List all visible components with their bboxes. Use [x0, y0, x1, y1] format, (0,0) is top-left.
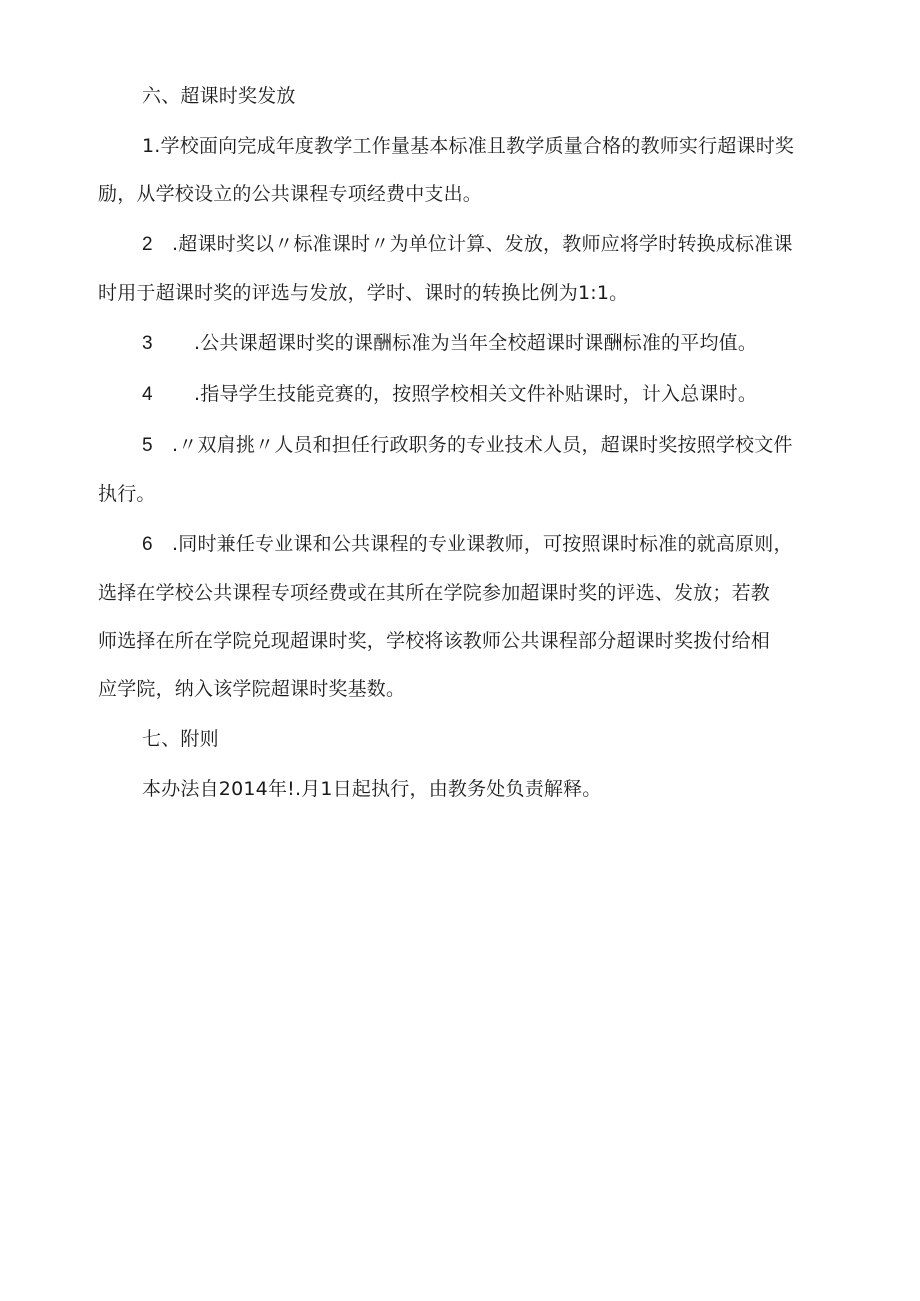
- paragraph-1: [98, 132, 830, 208]
- document-body: [98, 82, 830, 803]
- section-heading-6-text: 六、超课时奖发放: [142, 85, 296, 107]
- paragraph-5-line-1: [98, 431, 830, 460]
- paragraph-2-line-1: [98, 230, 830, 259]
- paragraph-7: [98, 775, 830, 803]
- paragraph-3-number: 3: [142, 333, 153, 354]
- paragraph-6-line-4: 应学院，纳入该学院超课时奖基数。: [98, 678, 406, 700]
- paragraph-5-number: 5: [142, 435, 153, 456]
- paragraph-4-line: [98, 380, 830, 409]
- paragraph-6-line-1-text: .同时兼任专业课和公共课程的专业课教师，可按照课时标准的就高原则，: [172, 533, 793, 555]
- paragraph-3-line: [98, 329, 830, 358]
- paragraph-1-line-2: 励，从学校设立的公共课程专项经费中支出。: [98, 183, 483, 205]
- paragraph-5-line-2: 执行。: [98, 483, 156, 505]
- paragraph-3: [98, 329, 830, 358]
- paragraph-6-line-3: 师选择在所在学院兑现超课时奖，学校将该教师公共课程部分超课时奖拨付给相: [98, 630, 771, 652]
- paragraph-6-line-2: 选择在学校公共课程专项经费或在其所在学院参加超课时奖的评选、发放；若教: [98, 582, 771, 604]
- paragraph-1-line-1: 1.学校面向完成年度教学工作量基本标准且教学质量合格的教师实行超课时奖: [142, 135, 795, 157]
- paragraph-2: [98, 230, 830, 307]
- paragraph-2-line-1-text: .超课时奖以〃标准课时〃为单位计算、发放，教师应将学时转换成标准课: [172, 233, 793, 255]
- paragraph-4-text: .指导学生技能竞赛的，按照学校相关文件补贴课时，计入总课时。: [194, 383, 758, 405]
- paragraph-2-line-2: 时用于超课时奖的评选与发放，学时、课时的转换比例为1:1。: [98, 282, 629, 304]
- paragraph-2-number: 2: [142, 234, 153, 255]
- section-heading-6: [98, 82, 830, 110]
- paragraph-5: [98, 431, 830, 508]
- section-heading-7: [98, 725, 830, 753]
- paragraph-4: [98, 380, 830, 409]
- paragraph-6-line-1: [98, 530, 830, 559]
- paragraph-6-number: 6: [142, 534, 153, 555]
- paragraph-4-number: 4: [142, 384, 153, 405]
- paragraph-6: [98, 530, 830, 703]
- paragraph-7-text: 本办法自2014年!.月1日起执行，由教务处负责解释。: [142, 778, 602, 800]
- section-heading-7-text: 七、附则: [142, 728, 219, 750]
- paragraph-3-text: .公共课超课时奖的课酬标准为当年全校超课时课酬标准的平均值。: [194, 332, 758, 354]
- paragraph-5-line-1-text: .〃双肩挑〃人员和担任行政职务的专业技术人员，超课时奖按照学校文件: [172, 434, 793, 456]
